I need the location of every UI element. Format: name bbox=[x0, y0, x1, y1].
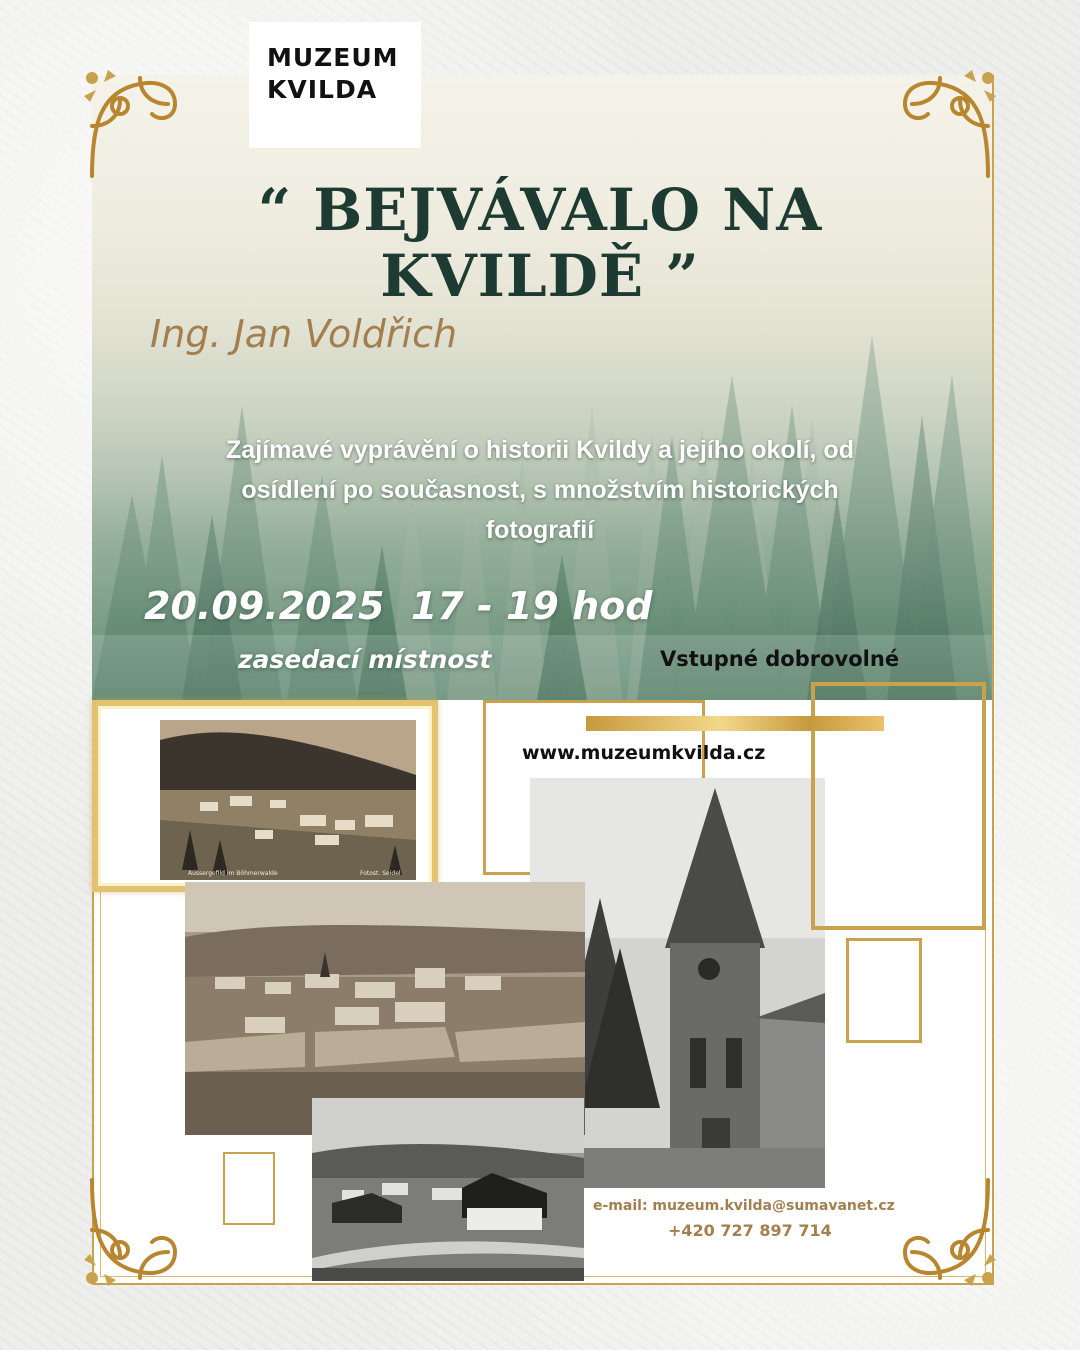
event-title-line-1: “ BEJVÁVALO NA bbox=[257, 176, 823, 244]
postcard-caption-right: Fotost. Seidel bbox=[360, 870, 401, 877]
phone-contact[interactable]: +420 727 897 714 bbox=[668, 1221, 832, 1240]
event-description bbox=[110, 430, 970, 550]
ornate-corner-icon bbox=[80, 66, 200, 186]
description-line-3: fotografií bbox=[485, 516, 595, 544]
admission-note: Vstupné dobrovolné bbox=[660, 647, 900, 671]
speaker-name: Ing. Jan Voldřich bbox=[150, 312, 458, 356]
ornate-corner-icon bbox=[880, 66, 1000, 186]
gold-frame-small bbox=[223, 1152, 275, 1225]
postcard-caption-left: Aussergefild im Böhmerwalde bbox=[188, 870, 278, 877]
gold-frame-small bbox=[846, 938, 922, 1043]
email-contact[interactable]: e-mail: muzeum.kvilda@sumavanet.cz bbox=[593, 1198, 895, 1214]
logo-line-2: KVILDA bbox=[267, 75, 378, 104]
event-venue: zasedací místnost bbox=[238, 645, 492, 674]
logo-line-1: MUZEUM bbox=[267, 43, 399, 72]
description-line-1: Zajímavé vyprávění o historii Kvildy a jejího okolí, od bbox=[226, 436, 854, 464]
event-title-line-2: KVILDĚ ” bbox=[380, 242, 700, 310]
gold-accent-bar bbox=[586, 716, 884, 731]
museum-logo bbox=[249, 22, 421, 148]
historic-postcard-photo bbox=[160, 720, 416, 880]
ornate-corner-icon bbox=[80, 1170, 200, 1290]
website-link[interactable]: www.muzeumkvilda.cz bbox=[522, 742, 766, 764]
event-datetime: 20.09.2025 17 - 19 hod bbox=[144, 584, 653, 628]
historic-farm-photo bbox=[312, 1098, 584, 1281]
description-line-2: osídlení po současnost, s množstvím historických bbox=[241, 476, 839, 504]
ornate-corner-icon bbox=[880, 1170, 1000, 1290]
